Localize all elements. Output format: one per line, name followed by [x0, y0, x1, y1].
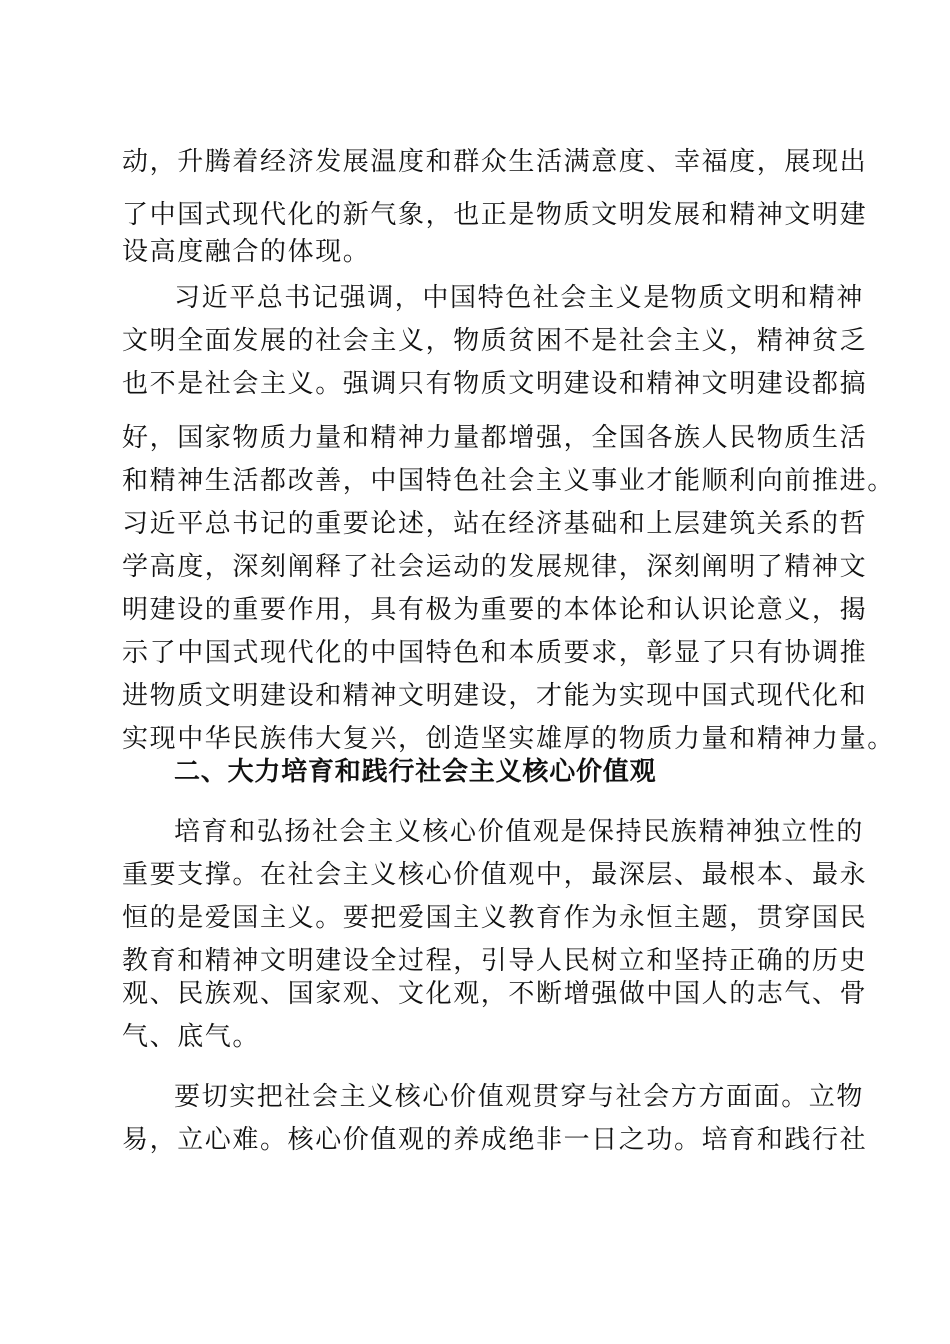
paragraph-line: 气、底气。: [122, 1022, 261, 1052]
paragraph-line: 示了中国式现代化的中国特色和本质要求，彰显了只有协调推: [122, 638, 868, 668]
paragraph-line: 实现中华民族伟大复兴，创造坚实雄厚的物质力量和精神力量。: [122, 724, 895, 754]
paragraph-line: 习近平总书记强调，中国特色社会主义是物质文明和精神: [174, 283, 865, 313]
paragraph-line: 易，立心难。核心价值观的养成绝非一日之功。培育和践行社: [122, 1125, 868, 1155]
paragraph-line: 进物质文明建设和精神文明建设，才能为实现中国式现代化和: [122, 681, 868, 711]
paragraph-line: 也不是社会主义。强调只有物质文明建设和精神文明建设都搞: [122, 369, 868, 399]
paragraph-line: 重要支撑。在社会主义核心价值观中，最深层、最根本、最永: [122, 860, 868, 890]
section-heading: 二、大力培育和践行社会主义核心价值观: [174, 757, 657, 787]
paragraph-line: 观、民族观、国家观、文化观，不断增强做中国人的志气、骨: [122, 979, 868, 1009]
paragraph-line: 要切实把社会主义核心价值观贯穿与社会方方面面。立物: [174, 1082, 865, 1112]
paragraph-line: 了中国式现代化的新气象，也正是物质文明发展和精神文明建: [122, 200, 868, 230]
paragraph-line: 习近平总书记的重要论述，站在经济基础和上层建筑关系的哲: [122, 509, 868, 539]
paragraph-line: 文明全面发展的社会主义，物质贫困不是社会主义，精神贫乏: [122, 326, 868, 356]
paragraph-line: 培育和弘扬社会主义核心价值观是保持民族精神独立性的: [174, 817, 865, 847]
paragraph-line: 恒的是爱国主义。要把爱国主义教育作为永恒主题，贯穿国民: [122, 903, 868, 933]
paragraph-line: 好，国家物质力量和精神力量都增强，全国各族人民物质生活: [122, 423, 868, 453]
paragraph-line: 动，升腾着经济发展温度和群众生活满意度、幸福度，展现出: [122, 147, 868, 177]
paragraph-line: 设高度融合的体现。: [122, 237, 371, 267]
paragraph-line: 明建设的重要作用，具有极为重要的本体论和认识论意义，揭: [122, 595, 868, 625]
paragraph-line: 学高度，深刻阐释了社会运动的发展规律，深刻阐明了精神文: [122, 552, 868, 582]
paragraph-line: 和精神生活都改善，中国特色社会主义事业才能顺利向前推进。: [122, 466, 895, 496]
paragraph-line: 教育和精神文明建设全过程，引导人民树立和坚持正确的历史: [122, 946, 868, 976]
